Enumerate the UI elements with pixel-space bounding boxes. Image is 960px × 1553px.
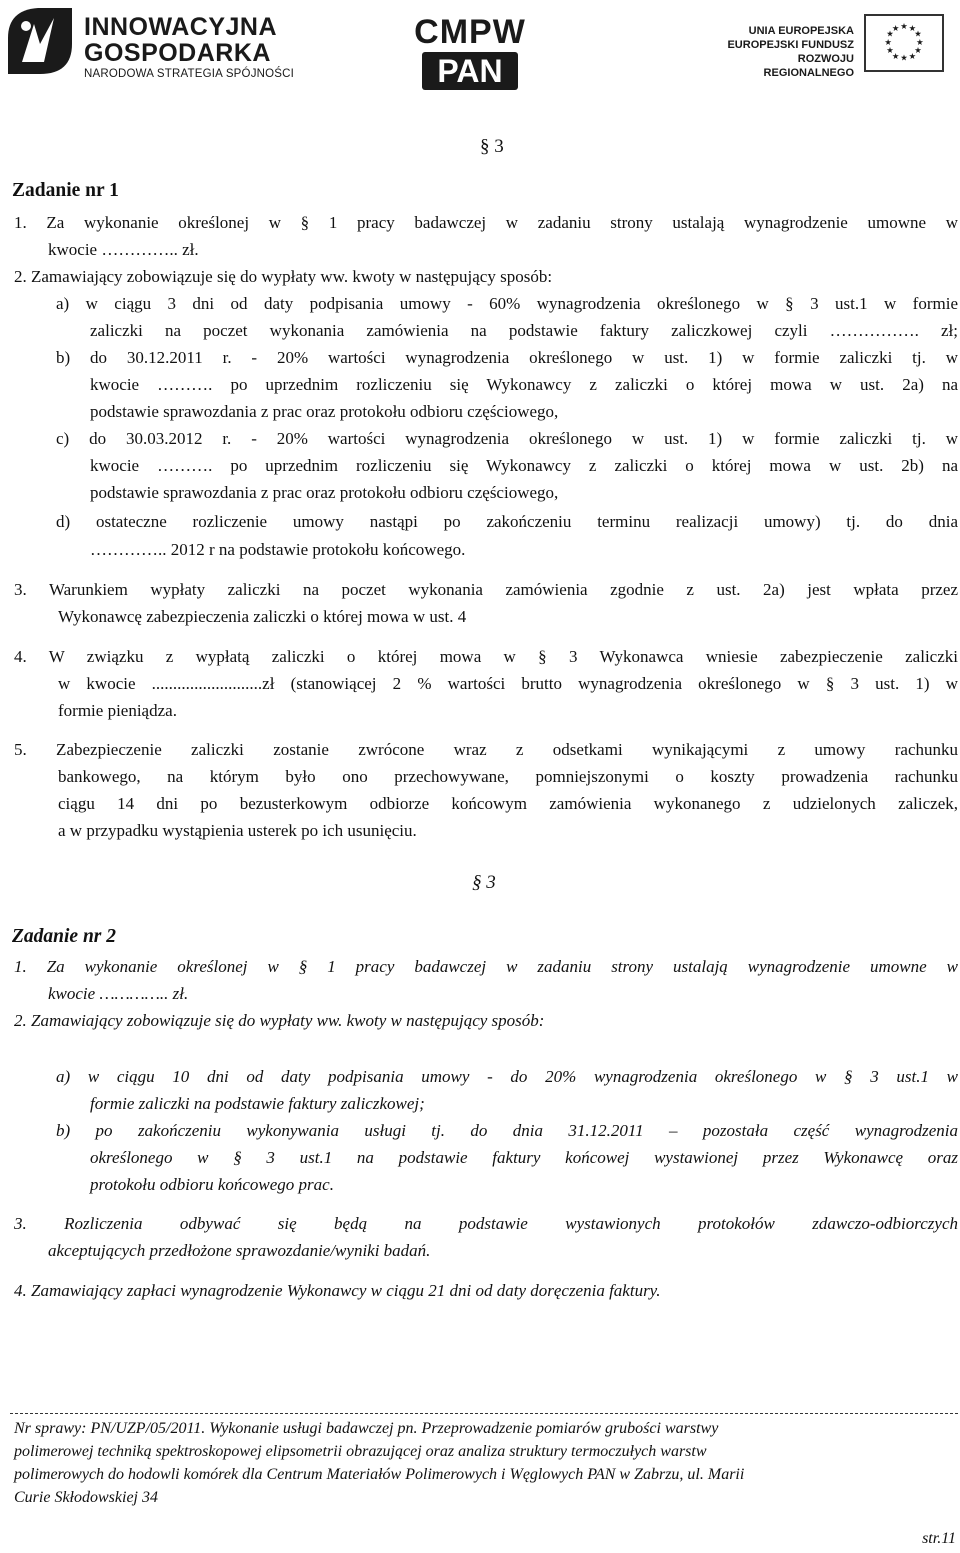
logo-line-1: INNOWACYJNA [84, 13, 278, 41]
svg-text:★: ★ [900, 21, 908, 32]
svg-text:★: ★ [886, 28, 894, 39]
s2-item-b-line-3: protokołu odbioru końcowego prac. [90, 1175, 334, 1194]
svg-text:★: ★ [914, 28, 922, 39]
footer-separator [10, 1413, 958, 1414]
s1-item-5-line-3: ciągu 14 dni po bezusterkowym odbiorze końcowym zamówienia wykonanego z udzielonych zaliczek, [58, 794, 958, 813]
pan-logo-text: PAN [422, 52, 518, 90]
s1-item-1-line-1: 1. Za wykonanie określonej w § 1 pracy badawczej w zadaniu strony ustalają wynagrodzenie umowne w [14, 213, 958, 232]
s1-item-5-line-2: bankowego, na którym było ono przechowywane, pomniejszonymi o koszty prowadzenia rachunku [58, 767, 958, 786]
innowacyjna-gospodarka-logo-text [84, 14, 294, 82]
svg-text:★: ★ [886, 45, 894, 56]
s1-item-3-line-1: 3. Warunkiem wypłaty zaliczki na poczet wykonania zamówienia zgodnie z ust. 2a) jest wpłata przez [14, 580, 958, 599]
s2-item-a-line-1: a) w ciągu 10 dni od daty podpisania umowy - do 20% wynagrodzenia określonego w § 3 ust.1 w [56, 1067, 958, 1086]
s1-item-b-line-3: podstawie sprawozdania z prac oraz protokołu odbioru częściowego, [90, 402, 559, 421]
s1-item-4-line-1: 4. W związku z wypłatą zaliczki o której mowa w § 3 Wykonawca wniesie zabezpieczenie zaliczki [14, 647, 958, 666]
s1-item-b-line-2: kwocie ………. po uprzednim rozliczeniu się Wykonawcy z zaliczki o której mowa w ust. 2a) na [90, 375, 958, 394]
s1-item-c-line-2: kwocie ………. po uprzednim rozliczeniu się Wykonawcy z zaliczki o której mowa w ust. 2b) na [90, 456, 958, 475]
s1-item-5-line-1: 5. Zabezpieczenie zaliczki zostanie zwrócone wraz z odsetkami wynikającymi z umowy rachunku [14, 740, 958, 759]
s2-item-2: 2. Zamawiający zobowiązuje się do wypłaty ww. kwoty w następujący sposób: [14, 1011, 545, 1030]
s1-item-5-line-4: a w przypadku wystąpienia usterek po ich usunięciu. [58, 821, 417, 840]
s1-item-2: 2. Zamawiający zobowiązuje się do wypłaty ww. kwoty w następujący sposób: [14, 267, 553, 286]
section-title-2: Zadanie nr 2 [12, 926, 117, 947]
footer-line-3: polimerowych do hodowli komórek dla Centrum Materiałów Polimerowych i Węglowych PAN w Zabrzu, ul. Marii [14, 1466, 745, 1483]
s2-item-1-line-1: 1. Za wykonanie określonej w § 1 pracy badawczej w zadaniu strony ustalają wynagrodzenie umowne w [14, 957, 958, 976]
svg-text:★: ★ [900, 52, 908, 63]
logo-line-2: GOSPODARKA [84, 39, 271, 67]
page-number: str.11 [922, 1530, 956, 1547]
svg-text:★: ★ [884, 36, 892, 47]
s1-item-4-line-3: formie pieniądza. [58, 701, 177, 720]
footer-case-info [14, 1417, 954, 1509]
svg-text:★: ★ [891, 50, 900, 61]
s2-item-3-line-1: 3. Rozliczenia odbywać się będą na podstawie wystawionych protokołów zdawczo-odbiorczych [14, 1214, 958, 1233]
s1-item-b-line-1: b) do 30.12.2011 r. - 20% wartości wynagrodzenia określonego w ust. 1) w formie zaliczki tj. w [56, 348, 958, 367]
s1-item-3-line-2: Wykonawcę zabezpieczenia zaliczki o której mowa w ust. 4 [58, 607, 467, 626]
cmpw-logo-text: CMPW [414, 13, 526, 51]
s2-item-1-line-2: kwocie ………….. zł. [48, 984, 189, 1003]
eu-line-1: UNIA EUROPEJSKA [748, 25, 854, 37]
logo-line-3: NARODOWA STRATEGIA SPÓJNOŚCI [84, 68, 295, 80]
svg-text:★: ★ [914, 45, 922, 56]
eu-line-3: ROZWOJU REGIONALNEGO [763, 53, 854, 79]
svg-text:★: ★ [891, 22, 900, 33]
footer-line-4: Curie Skłodowskiej 34 [14, 1489, 158, 1506]
s1-item-4-line-2: w kwocie ..........................zł (stanowiącej 2 % wartości brutto wynagrodzenia określonego w § 3 ust. 1) w [58, 674, 958, 693]
s1-item-1-line-2: kwocie ………….. zł. [48, 240, 199, 259]
svg-text:★: ★ [908, 22, 917, 33]
paragraph-mark-1: § 3 [480, 136, 504, 157]
s1-item-d-line-1: d) ostateczne rozliczenie umowy nastąpi po zakończeniu terminu realizacji umowy) tj. do dnia [56, 512, 958, 531]
s2-item-3-line-2: akceptujących przedłożone sprawozdanie/wyniki badań. [48, 1241, 431, 1260]
s2-item-4: 4. Zamawiający zapłaci wynagrodzenie Wykonawcy w ciągu 21 dni od daty doręczenia faktury. [14, 1281, 661, 1300]
cmpw-pan-logo [402, 14, 538, 90]
s2-item-a-line-2: formie zaliczki na podstawie faktury zaliczkowej; [90, 1094, 425, 1113]
paragraph-mark-2: § 3 [472, 872, 496, 893]
eu-logo-text [712, 24, 854, 80]
s2-item-b-line-1: b) po zakończeniu wykonywania usługi tj. do dnia 31.12.2011 – pozostała część wynagrodzenia [56, 1121, 958, 1140]
svg-text:★: ★ [916, 36, 924, 47]
footer-line-2: polimerowej techniką spektroskopowej elipsometrii obrazującej oraz analiza struktury termoczułych warstw [14, 1443, 707, 1460]
svg-text:★: ★ [908, 50, 917, 61]
s1-item-c-line-3: podstawie sprawozdania z prac oraz protokołu odbioru częściowego, [90, 483, 559, 502]
s1-item-a-line-2: zaliczki na poczet wykonania zamówienia na podstawie faktury zaliczkowej czyli ……………. zł; [90, 321, 958, 340]
innowacyjna-gospodarka-logo-mark [4, 4, 76, 78]
s1-item-c-line-1: c) do 30.03.2012 r. - 20% wartości wynagrodzenia określonego w ust. 1) w formie zaliczki tj. w [56, 429, 958, 448]
section-title-1: Zadanie nr 1 [12, 180, 119, 201]
footer-line-1: Nr sprawy: PN/UZP/05/2011. Wykonanie usługi badawczej pn. Przeprowadzenie pomiarów grubości warstwy [14, 1420, 719, 1437]
eu-flag-icon [864, 14, 944, 72]
s2-item-b-line-2: określonego w § 3 ust.1 na podstawie faktury końcowej wystawionej przez Wykonawcę oraz [90, 1148, 958, 1167]
s1-item-d-line-2: ………….. 2012 r na podstawie protokołu końcowego. [90, 540, 466, 559]
s1-item-a-line-1: a) w ciągu 3 dni od daty podpisania umowy - 60% wynagrodzenia określonego w § 3 ust.1 w formie [56, 294, 958, 313]
eu-line-2: EUROPEJSKI FUNDUSZ [727, 39, 854, 51]
